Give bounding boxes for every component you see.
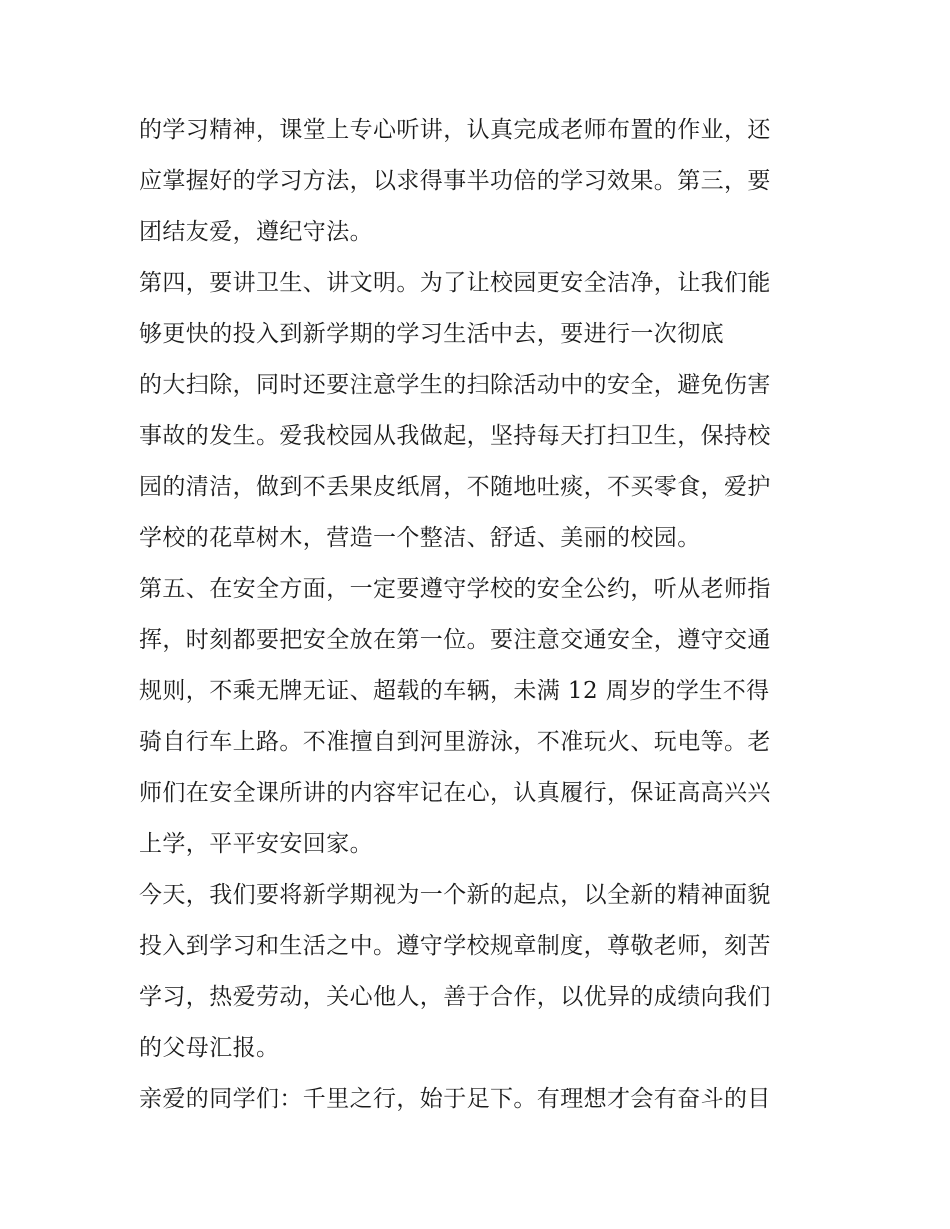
text-line: 事故的发生。爱我校园从我做起，坚持每天打扫卫生，保持校 (139, 423, 771, 449)
text-line: 骑自行车上路。不准擅自到河里游泳，不准玩火、玩电等。老 (139, 729, 771, 755)
text-line: 园的清洁，做到不丢果皮纸屑，不随地吐痰，不买零食，爱护 (139, 474, 771, 500)
text-line: 的父母汇报。 (139, 1035, 280, 1061)
text-line: 团结友爱，遵纪守法。 (139, 219, 373, 245)
text-line: 的学习精神，课堂上专心听讲，认真完成老师布置的作业，还 (139, 117, 771, 143)
text-line: 今天，我们要将新学期视为一个新的起点，以全新的精神面貌 (139, 882, 771, 908)
text-line: 投入到学习和生活之中。遵守学校规章制度，尊敬老师，刻苦 (139, 933, 771, 959)
text-line: 第四，要讲卫生、讲文明。为了让校园更安全洁净，让我们能 (139, 270, 771, 296)
text-line: 第五、在安全方面，一定要遵守学校的安全公约，听从老师指 (139, 576, 771, 602)
text-line: 挥，时刻都要把安全放在第一位。要注意交通安全，遵守交通 (139, 627, 771, 653)
text-line: 师们在安全课所讲的内容牢记在心，认真履行，保证高高兴兴 (139, 780, 771, 806)
text-line: 学习，热爱劳动，关心他人，善于合作，以优异的成绩向我们 (139, 984, 771, 1010)
text-line: 够更快的投入到新学期的学习生活中去，要进行一次彻底 (139, 321, 724, 347)
text-line: 应掌握好的学习方法，以求得事半功倍的学习效果。第三，要 (139, 168, 771, 194)
document-body (139, 105, 819, 1125)
text-line: 的大扫除，同时还要注意学生的扫除活动中的安全，避免伤害 (139, 372, 771, 398)
text-line: 上学，平平安安回家。 (139, 831, 373, 857)
text-line: 规则，不乘无牌无证、超载的车辆，未满 12 周岁的学生不得 (139, 678, 770, 704)
text-line: 亲爱的同学们：千里之行，始于足下。有理想才会有奋斗的目 (139, 1086, 771, 1112)
text-line: 学校的花草树木，营造一个整洁、舒适、美丽的校园。 (139, 525, 701, 551)
